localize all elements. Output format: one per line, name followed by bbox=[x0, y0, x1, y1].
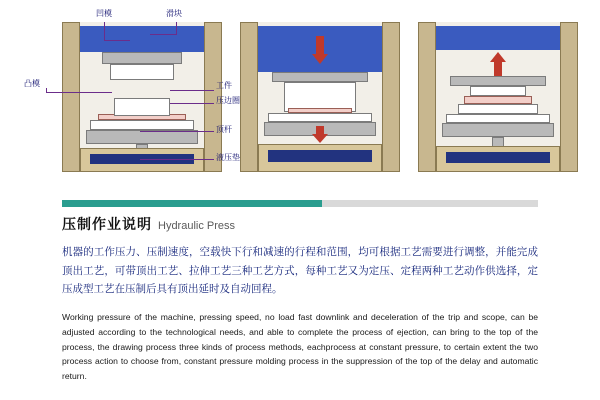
paragraph-english: Working pressure of the machine, pressing speed, no load fast downlink and deceleration of the trip and scope, can be adjusted according to the technological needs, and able to complete the process of ejection, can bring to the top of the process, the drawing process three kinds of process methods, eachprocess at constant pressure, to certain extent the two process action to choose from, constant pressure molding process in the suppression of the top of the delay and automatic return. bbox=[62, 312, 538, 381]
leader-die-lower bbox=[46, 92, 112, 93]
frame-column-left bbox=[62, 22, 80, 172]
label-blank-holder: 压边圈 bbox=[216, 96, 240, 105]
frame-column-left bbox=[240, 22, 258, 172]
upper-die bbox=[110, 64, 174, 80]
paragraph-chinese: 机器的工作压力、压制速度，空载快下行和减速的行程和范围，均可根据工艺需要进行调整，并能完成顶出工艺，可带顶出工艺、拉伸工艺三种工艺方式，每种工艺又为定压、定程两种工艺动作供选择，定压成型工艺在压制后具有顶出延时及自动回程。 bbox=[62, 246, 538, 295]
leader-slide-2 bbox=[150, 34, 177, 35]
leader-blank-holder bbox=[170, 103, 214, 104]
label-die-upper: 凹模 bbox=[96, 9, 112, 18]
upper-die-holder bbox=[102, 52, 182, 64]
blank-holder bbox=[90, 120, 194, 130]
divider-accent-bar bbox=[62, 200, 322, 207]
label-hydraulic-pad: 液压垫 bbox=[216, 153, 240, 162]
press-down-arrow-1-stem bbox=[316, 36, 324, 54]
diagram-panel-open bbox=[62, 22, 222, 172]
label-slide: 滑块 bbox=[166, 9, 182, 18]
frame-column-right bbox=[382, 22, 400, 172]
leader-ejector-rod bbox=[140, 131, 214, 132]
bolster-plate bbox=[442, 123, 554, 137]
leader-workpiece bbox=[170, 90, 214, 91]
blank-holder bbox=[268, 113, 372, 122]
upper-die-holder bbox=[450, 76, 546, 86]
leader-hydraulic-pad bbox=[140, 159, 214, 160]
diagram-panel-ejecting bbox=[418, 22, 578, 172]
press-down-arrow-2-stem bbox=[316, 126, 324, 134]
section-heading-en: Hydraulic Press bbox=[158, 220, 236, 232]
section-divider bbox=[62, 200, 538, 207]
workpiece bbox=[464, 96, 532, 104]
description-section bbox=[62, 216, 538, 383]
slide-block bbox=[436, 26, 560, 50]
formed-part-top bbox=[470, 86, 526, 96]
leader-die-upper bbox=[104, 22, 105, 40]
panel-inner bbox=[258, 22, 382, 172]
diagram-panel-closing bbox=[240, 22, 400, 172]
label-workpiece: 工件 bbox=[216, 81, 232, 90]
leader-die-upper-2 bbox=[104, 40, 130, 41]
eject-up-arrow-stem bbox=[494, 62, 502, 76]
blank-holder bbox=[446, 114, 550, 123]
section-heading-cn: 压制作业说明 bbox=[62, 216, 152, 232]
slide-block bbox=[80, 26, 204, 52]
hydraulic-pad-core bbox=[268, 150, 372, 162]
label-die-lower: 凸模 bbox=[24, 79, 40, 88]
lower-die bbox=[458, 104, 538, 114]
upper-die-holder bbox=[272, 72, 368, 82]
lower-die bbox=[114, 98, 170, 116]
bolster-plate bbox=[86, 130, 198, 144]
frame-column-left bbox=[418, 22, 436, 172]
leader-slide bbox=[176, 22, 177, 34]
leader-die-lower-2 bbox=[46, 88, 47, 93]
hydraulic-pad-core bbox=[446, 152, 550, 163]
section-heading bbox=[62, 216, 538, 233]
label-ejector-rod: 顶杆 bbox=[216, 125, 232, 134]
eject-up-arrow bbox=[490, 52, 506, 62]
press-down-arrow-2 bbox=[312, 134, 328, 143]
panel-inner bbox=[436, 22, 560, 172]
press-down-arrow-1 bbox=[312, 54, 328, 64]
panel-inner bbox=[80, 22, 204, 172]
frame-column-right bbox=[560, 22, 578, 172]
